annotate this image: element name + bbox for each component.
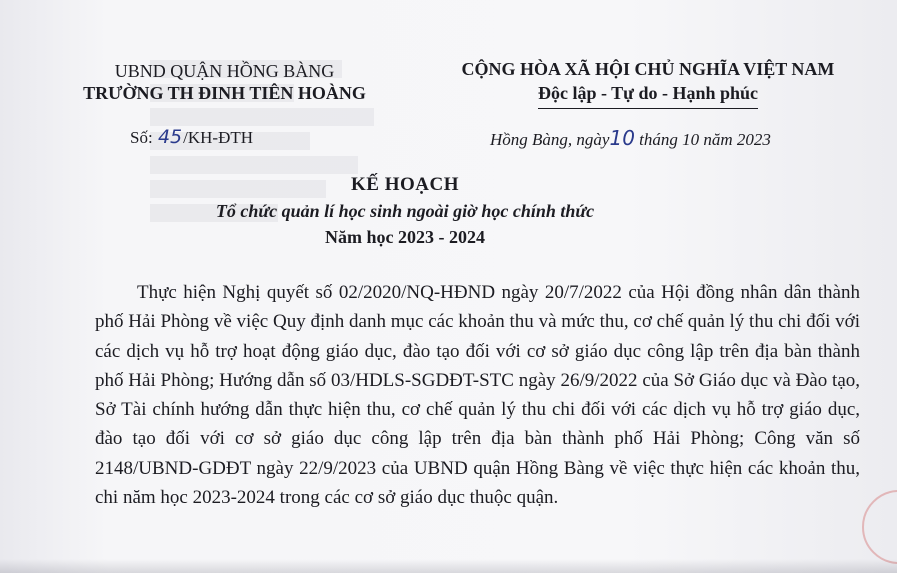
national-heading [438,57,858,105]
title-subject: Tổ chức quản lí học sinh ngoài giờ học chính thức [215,201,595,221]
title-year: Năm học 2023 - 2024 [325,227,485,247]
place-date-after: tháng 10 năm 2023 [639,130,771,149]
document-number [130,126,253,148]
place-date-before: Hồng Bàng, ngày [490,130,610,149]
doc-number-handwritten: 45 [157,126,183,148]
title-type: KẾ HOẠCH [351,174,459,195]
doc-number-prefix: Số: [130,128,153,147]
document-body [95,278,860,512]
body-paragraph: Thực hiện Nghị quyết số 02/2020/NQ-HĐND ngày 20/7/2022 của Hội đồng nhân dân thành phố Hải Phòng về việc Quy định danh mục các khoản thu và mức thu, cơ chế quản lý thu chi đối với các dịch vụ hỗ trợ hoạt động giáo dục, đào tạo đối với cơ sở giáo dục công lập trên địa bàn thành phố Hải Phòng; Hướng dẫn số 03/HDLS-SGDĐT-STC ngày 26/9/2022 của Sở Giáo dục và Đào tạo, Sở Tài chính hướng dẫn thực hiện thu, cơ chế quản lý thu chi đối với các dịch vụ hỗ trợ giáo dục, đào tạo đối với cơ sở giáo dục công lập trên địa bàn thành phố Hải Phòng; Công văn số 2148/UBND-GDĐT ngày 22/9/2023 của UBND quận Hồng Bàng về việc thực hiện các khoản thu, chi năm học 2023-2024 trong các cơ sở giáo dục thuộc quận. [95,282,860,509]
place-and-date [490,126,771,150]
issuing-authority [52,60,397,104]
red-seal-stamp [862,490,897,564]
school-name: TRƯỜNG TH ĐINH TIÊN HOÀNG [83,83,366,103]
doc-number-suffix: /KH-ĐTH [183,128,254,147]
authority-name: UBND QUẬN HỒNG BÀNG [114,61,335,81]
nation-name: CỘNG HÒA XÃ HỘI CHỦ NGHĨA VIỆT NAM [461,59,835,79]
national-motto: Độc lập - Tự do - Hạnh phúc [537,83,759,103]
date-day-handwritten: 10 [609,126,635,150]
document-title [120,172,690,250]
page-edge-shadow [0,559,897,573]
